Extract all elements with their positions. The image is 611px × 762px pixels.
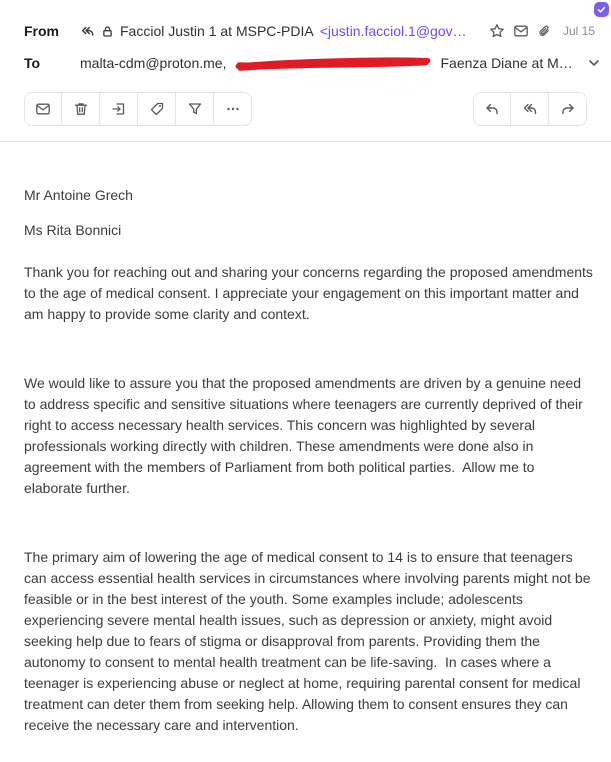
forward-button[interactable] [549, 92, 587, 126]
body-paragraph: The primary aim of lowering the age of medical consent to 14 is to ensure that teenagers can access essential health services in circumstances where involving parents might not be feasible or in the best interest of the youth. Some examples include; adolescents experiencing severe mental health issues, such as depression or anxiety, might avoid seeking help due to fears of stigma or disapproval from parents. Providing them the autonomy to consent to mental health treatment can be life-saving. In cases where a teenager is experiencing abuse or neglect at home, requiring parental consent for medical treatment can deter them from seeking help. Allowing them to consent ensures they can receive the necessary care and intervention. [24, 549, 595, 733]
more-options-button[interactable] [214, 92, 252, 126]
sender-email-link[interactable]: <justin.facciol.1@gov… [319, 23, 467, 39]
recipient-address[interactable]: malta-cdm@proton.me, [80, 55, 227, 71]
body-paragraph: Thank you for reaching out and sharing your concerns regarding the proposed amendments to the age of medical consent. I appreciate your engagement on this important matter and am happy to provide some clarity and context. [24, 264, 597, 322]
replied-icon [80, 24, 95, 39]
label-button[interactable] [138, 92, 176, 126]
action-button-group [24, 92, 252, 126]
redacted-recipient [235, 54, 431, 73]
greeting-line: Mr Antoine Grech [24, 187, 133, 203]
envelope-icon[interactable] [512, 22, 530, 40]
body-paragraph: We would like to assure you that the proposed amendments are driven by a genuine need to address specific and sensitive situations where teenagers are currently deprived of their right to access necessary health services. This concern was highlighted by several professionals working directly with children. These amendments were done also in agreement with the members of Parliament from both political parties. Allow me to elaborate further. [24, 375, 587, 496]
filter-button[interactable] [176, 92, 214, 126]
trash-button[interactable] [62, 92, 100, 126]
unread-button[interactable] [24, 92, 62, 126]
star-icon[interactable] [488, 22, 506, 40]
email-date: Jul 15 [562, 24, 595, 38]
message-toolbar [24, 92, 595, 126]
move-to-button[interactable] [100, 92, 138, 126]
reply-all-button[interactable] [511, 92, 549, 126]
reply-button[interactable] [473, 92, 511, 126]
to-label: To [24, 55, 41, 71]
check-badge [594, 2, 609, 17]
from-row [24, 16, 595, 46]
lock-icon [101, 25, 114, 38]
greeting-line: Ms Rita Bonnici [24, 222, 122, 238]
paperclip-icon[interactable] [536, 23, 553, 40]
recipient-name[interactable]: Faenza Diane at M… [440, 55, 573, 71]
message-header [0, 0, 611, 126]
chevron-down-icon[interactable] [585, 54, 603, 72]
reply-button-group [473, 92, 587, 126]
to-row [24, 48, 595, 78]
email-body [0, 142, 611, 736]
from-label: From [24, 23, 59, 39]
sender-name: Facciol Justin 1 at MSPC-PDIA [120, 23, 314, 39]
